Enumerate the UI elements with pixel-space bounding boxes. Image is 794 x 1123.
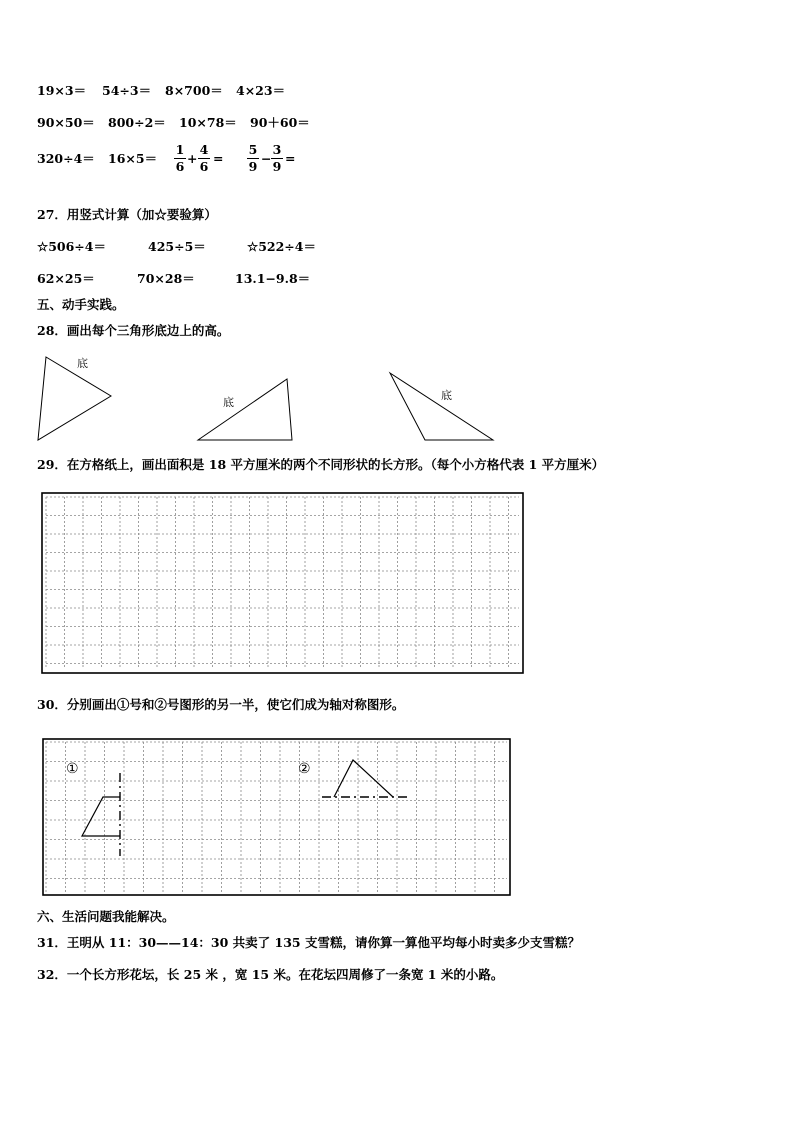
question-28-title: 28．画出每个三角形底边上的高。: [37, 323, 230, 338]
calc-item: 425÷5＝: [148, 239, 206, 254]
operator: −: [261, 151, 272, 166]
question-31: 31．王明从 11：30——14：30 共卖了 135 支雪糕，请你算一算他平均每小时卖多少支雪糕？: [37, 935, 580, 950]
question-30-title: 30．分别画出①号和②号图形的另一半，使它们成为轴对称图形。: [37, 697, 405, 712]
fraction: 5 9: [248, 142, 258, 174]
operator: +: [187, 151, 198, 166]
calc-item: 4×23＝: [236, 83, 286, 98]
calc-item: 70×28＝: [137, 271, 195, 286]
base-label: 底: [441, 389, 452, 402]
base-label: 底: [77, 357, 88, 370]
equals-sign: =: [213, 151, 224, 166]
calc-item: 320÷4＝: [37, 151, 95, 166]
shape-1-half: [82, 797, 120, 836]
fraction: 4 6: [199, 142, 209, 174]
calc-item: 62×25＝: [37, 271, 95, 286]
calc-item: 16×5＝: [108, 151, 158, 166]
equals-sign: =: [285, 151, 296, 166]
calc-item: 19×3＝: [37, 83, 87, 98]
calc-item: ☆522÷4＝: [247, 239, 316, 254]
grid-border: [43, 739, 510, 895]
fraction: 3 9: [272, 142, 282, 174]
section-5-heading: 五、动手实践。: [37, 297, 125, 312]
shape-2-half: [334, 760, 393, 797]
calc-item: 90＋60＝: [250, 115, 310, 130]
calc-item: ☆506÷4＝: [37, 239, 106, 254]
calc-item: 13.1−9.8＝: [235, 271, 311, 286]
figure-label-2: ②: [298, 761, 311, 777]
calc-item: 10×78＝: [179, 115, 237, 130]
fraction: 1 6: [175, 142, 185, 174]
question-32: 32．一个长方形花坛，长 25 米 ，宽 15 米。在花坛四周修了一条宽 1 米的小路。: [37, 967, 504, 982]
base-label: 底: [223, 396, 234, 409]
question-27-title: 27．用竖式计算（加☆要验算）: [37, 207, 217, 222]
question-29-title: 29．在方格纸上，画出面积是 18 平方厘米的两个不同形状的长方形。（每个小方格代表 1 平方厘米）: [37, 457, 605, 472]
calc-item: 800÷2＝: [108, 115, 166, 130]
calc-item: 8×700＝: [165, 83, 223, 98]
calc-item: 90×50＝: [37, 115, 95, 130]
section-6-heading: 六、生活问题我能解决。: [37, 909, 175, 924]
figure-label-1: ①: [66, 761, 79, 777]
calc-item: 54÷3＝: [102, 83, 152, 98]
